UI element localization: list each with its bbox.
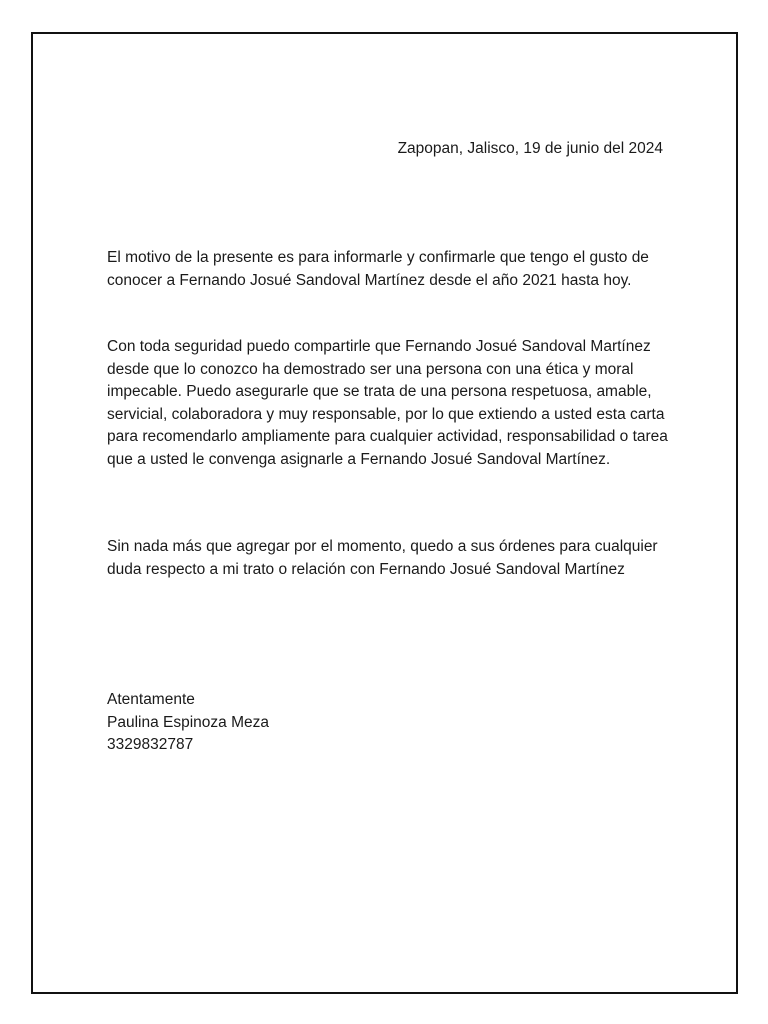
paragraph-closing: Sin nada más que agregar por el momento, quedo a sus órdenes para cualquier duda respecto a mi trato o relación con Fernando Josué Sandoval Martínez <box>107 538 658 578</box>
salutation: Atentamente <box>107 691 195 708</box>
paragraph-intro: El motivo de la presente es para informarle y confirmarle que tengo el gusto de conocer a Fernando Josué Sandoval Martínez desde el año 2021 hasta hoy. <box>107 249 649 289</box>
signer-name: Paulina Espinoza Meza <box>107 713 269 731</box>
letter-page <box>31 32 738 994</box>
paragraph-recommendation: Con toda seguridad puedo compartirle que Fernando Josué Sandoval Martínez desde que lo conozco ha demostrado ser una persona con una ética y moral impecable. Puedo asegurarle que se trata de una persona respetuosa, amable, servicial, colaboradora y muy responsable, por lo que extiendo a usted esta carta para recomendarlo ampliamente para cualquier actividad, responsabilidad o tarea que a usted le convenga asignarle a Fernando Josué Sandoval Martínez. <box>107 338 668 468</box>
signature-block <box>107 689 269 757</box>
signer-phone: 3329832787 <box>107 736 194 753</box>
date-line: Zapopan, Jalisco, 19 de junio del 2024 <box>397 140 663 157</box>
